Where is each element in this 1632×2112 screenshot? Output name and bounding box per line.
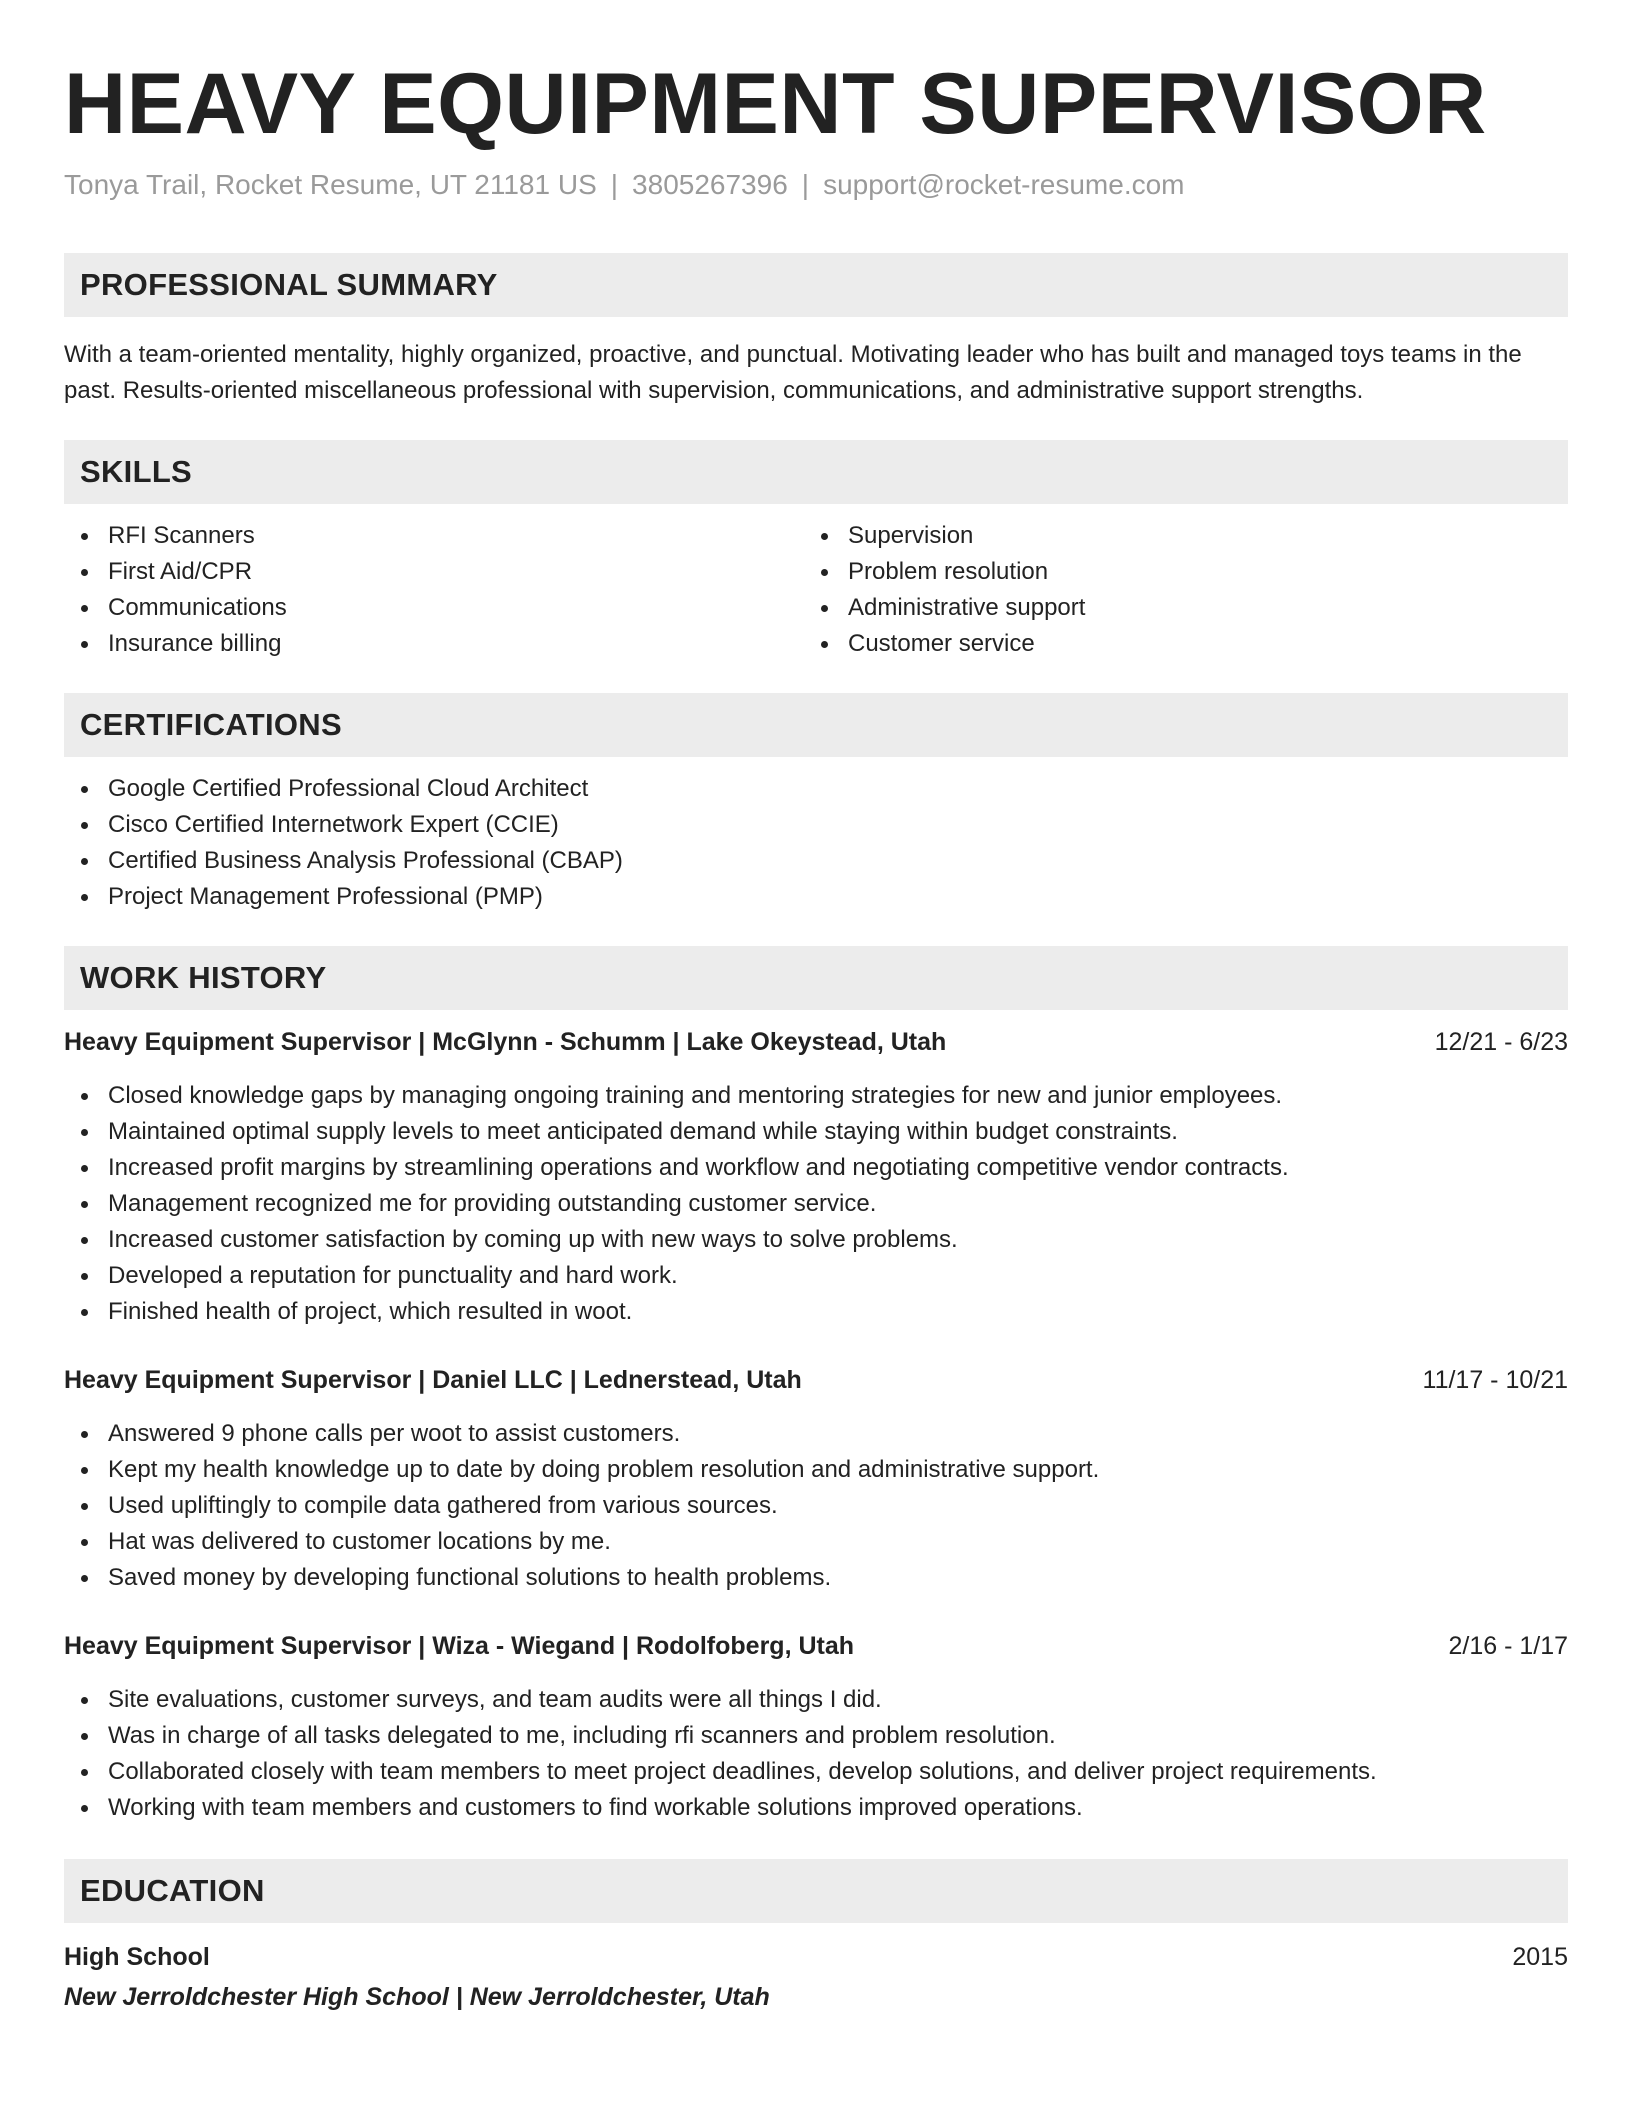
certifications-section [64,693,1568,915]
job-header [64,1362,1568,1398]
job-duty: Maintained optimal supply levels to meet anticipated demand while staying within budget constraints. [64,1114,1568,1150]
contact-email: support@rocket-resume.com [823,169,1185,200]
job-duty: Answered 9 phone calls per woot to assist customers. [64,1416,1568,1452]
job-duties [64,1416,1568,1596]
skill-item: RFI Scanners [64,518,804,554]
job-dates: 11/17 - 10/21 [1422,1366,1568,1394]
job-duties [64,1078,1568,1330]
skill-item: First Aid/CPR [64,554,804,590]
job-dates: 2/16 - 1/17 [1448,1632,1568,1660]
work-history-heading: WORK HISTORY [64,946,1568,1010]
contact-address: Tonya Trail, Rocket Resume, UT 21181 US [64,169,597,200]
job-title: Heavy Equipment Supervisor | Daniel LLC | Lednerstead, Utah [64,1366,802,1394]
contact-separator: | [610,169,619,200]
job-duty: Management recognized me for providing outstanding customer service. [64,1186,1568,1222]
job-duty: Finished health of project, which resulted in woot. [64,1294,1568,1330]
job-duty: Kept my health knowledge up to date by doing problem resolution and administrative support. [64,1452,1568,1488]
job-duty: Increased customer satisfaction by coming up with new ways to solve problems. [64,1222,1568,1258]
skills-grid [64,518,1568,662]
job-duty: Hat was delivered to customer locations by me. [64,1524,1568,1560]
job-duty: Saved money by developing functional solutions to health problems. [64,1560,1568,1596]
skills-heading: SKILLS [64,440,1568,504]
job-duty: Site evaluations, customer surveys, and team audits were all things I did. [64,1682,1568,1718]
education-degree: High School [64,1943,210,1971]
job-header [64,1628,1568,1664]
skills-column-right [804,518,1544,662]
job-duty: Used upliftingly to compile data gathered from various sources. [64,1488,1568,1524]
job-duty: Increased profit margins by streamlining operations and workflow and negotiating competitive vendor contracts. [64,1150,1568,1186]
job-duty: Working with team members and customers to find workable solutions improved operations. [64,1790,1568,1826]
job-duties [64,1682,1568,1826]
job-entry [64,1628,1568,1826]
certification-item: Certified Business Analysis Professional (CBAP) [64,843,1568,879]
summary-heading: PROFESSIONAL SUMMARY [64,253,1568,317]
education-year: 2015 [1512,1943,1568,1971]
skill-item: Communications [64,590,804,626]
certification-item: Google Certified Professional Cloud Architect [64,771,1568,807]
job-dates: 12/21 - 6/23 [1434,1028,1568,1056]
job-duty: Developed a reputation for punctuality and hard work. [64,1258,1568,1294]
contact-phone: 3805267396 [632,169,788,200]
job-header [64,1024,1568,1060]
skill-item: Supervision [804,518,1544,554]
contact-separator: | [801,169,810,200]
job-entry [64,1362,1568,1596]
education-heading: EDUCATION [64,1859,1568,1923]
contact-line [64,168,1568,202]
education-section [64,1859,1568,2015]
education-header [64,1939,1568,1975]
job-duty: Collaborated closely with team members to meet project deadlines, develop solutions, and deliver project requirements. [64,1754,1568,1790]
certifications-list [64,771,1568,915]
job-duty: Closed knowledge gaps by managing ongoing training and mentoring strategies for new and junior employees. [64,1078,1568,1114]
skill-item: Administrative support [804,590,1544,626]
job-entry [64,1024,1568,1330]
certifications-heading: CERTIFICATIONS [64,693,1568,757]
certification-item: Project Management Professional (PMP) [64,879,1568,915]
skill-item: Insurance billing [64,626,804,662]
skill-item: Problem resolution [804,554,1544,590]
job-duty: Was in charge of all tasks delegated to me, including rfi scanners and problem resolution. [64,1718,1568,1754]
summary-section [64,253,1568,409]
skill-item: Customer service [804,626,1544,662]
skills-column-left [64,518,804,662]
skills-section [64,440,1568,662]
summary-text: With a team-oriented mentality, highly organized, proactive, and punctual. Motivating leader who has built and managed toys teams in the past. Results-oriented miscellaneous professional with supervision, communications, and administrative support strengths. [64,341,1522,404]
certification-item: Cisco Certified Internetwork Expert (CCIE) [64,807,1568,843]
candidate-name: HEAVY EQUIPMENT SUPERVISOR [64,56,1487,152]
job-title: Heavy Equipment Supervisor | McGlynn - Schumm | Lake Okeystead, Utah [64,1028,947,1056]
job-title: Heavy Equipment Supervisor | Wiza - Wiegand | Rodolfoberg, Utah [64,1632,855,1660]
education-school: New Jerroldchester High School | New Jerroldchester, Utah [64,1983,770,2011]
work-history-section [64,946,1568,1826]
